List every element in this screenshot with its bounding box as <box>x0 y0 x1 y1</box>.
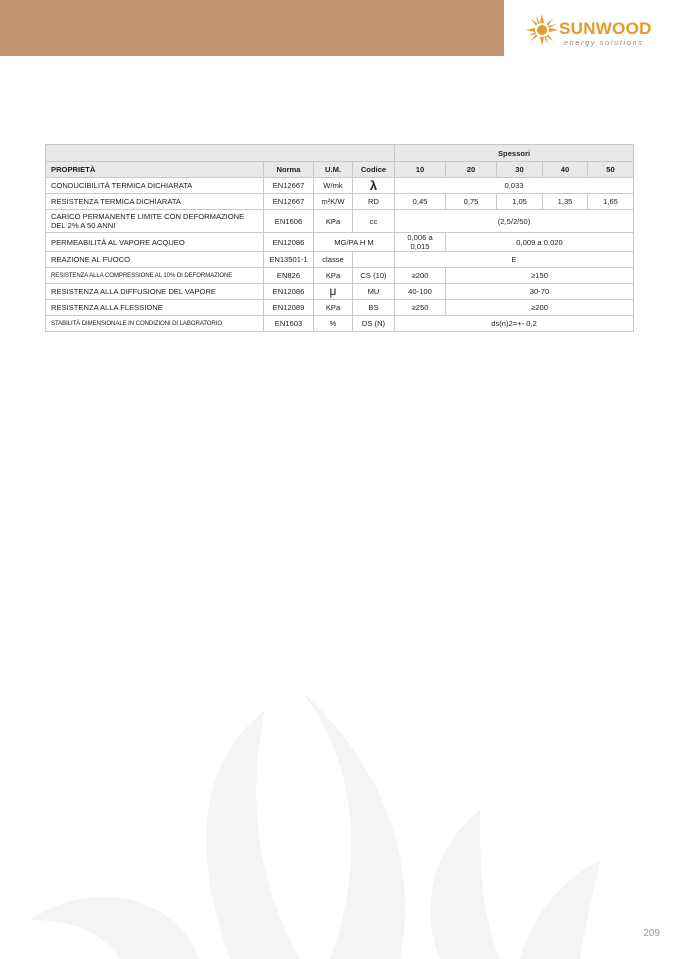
col-header-unit: U.M. <box>314 162 353 178</box>
row-value: 0,006 a 0,015 <box>395 233 446 252</box>
row-unit: KPa <box>314 268 353 284</box>
row-property-name: CARICO PERMANENTE LIMITE CON DEFORMAZIONE DEL 2% A 50 ANNI <box>46 210 264 233</box>
row-code <box>353 252 395 268</box>
row-value: 40-100 <box>395 284 446 300</box>
row-property-name: RESISTENZA TERMICA DICHIARATA <box>46 194 264 210</box>
group-header-spacer <box>46 145 395 162</box>
row-value: ds(n)2=+- 0,2 <box>395 316 634 332</box>
row-value: 0,009 a 0,020 <box>446 233 634 252</box>
table-row <box>46 178 634 194</box>
row-norm: EN12086 <box>264 233 314 252</box>
row-value: 0,45 <box>395 194 446 210</box>
table-row <box>46 316 634 332</box>
row-value: ≥200 <box>395 268 446 284</box>
row-norm: EN12086 <box>264 284 314 300</box>
row-value: 1,35 <box>543 194 588 210</box>
flame-watermark <box>0 690 678 959</box>
table-row <box>46 194 634 210</box>
row-property-name: RESISTENZA ALLA COMPRESSIONE AL 10% DI DEFORMAZIONE <box>46 268 264 284</box>
thickness-group-header: Spessori <box>395 145 634 162</box>
row-unit: % <box>314 316 353 332</box>
row-norm: EN12667 <box>264 178 314 194</box>
col-header-thickness: 10 <box>395 162 446 178</box>
col-header-code: Codice <box>353 162 395 178</box>
col-header-thickness: 20 <box>446 162 497 178</box>
row-unit-code: MG/PA H M <box>314 233 395 252</box>
row-value: 30-70 <box>446 284 634 300</box>
mu-symbol: μ <box>314 284 353 300</box>
row-code: BS <box>353 300 395 316</box>
col-header-norm: Norma <box>264 162 314 178</box>
lambda-symbol: λ <box>353 178 395 194</box>
table-row <box>46 233 634 252</box>
brand-name: SUNWOOD <box>559 19 652 38</box>
table-row <box>46 284 634 300</box>
row-unit: classe <box>314 252 353 268</box>
table-row <box>46 268 634 284</box>
table-header-row <box>46 162 634 178</box>
row-value: E <box>395 252 634 268</box>
row-code: CS (10) <box>353 268 395 284</box>
row-code: MU <box>353 284 395 300</box>
table-row <box>46 252 634 268</box>
brand-tagline: energy solutions <box>564 38 644 47</box>
row-code: cc <box>353 210 395 233</box>
sunwood-logo <box>526 14 661 50</box>
row-value: ≥200 <box>446 300 634 316</box>
col-header-thickness: 30 <box>497 162 543 178</box>
row-property-name: RESISTENZA ALLA FLESSIONE <box>46 300 264 316</box>
row-unit: KPa <box>314 300 353 316</box>
row-property-name: RESISTENZA ALLA DIFFUSIONE DEL VAPORE <box>46 284 264 300</box>
table-row <box>46 300 634 316</box>
row-unit: m²K/W <box>314 194 353 210</box>
row-value: (2,5/2/50) <box>395 210 634 233</box>
row-norm: EN826 <box>264 268 314 284</box>
row-norm: EN12667 <box>264 194 314 210</box>
page-number: 209 <box>643 928 660 939</box>
row-norm: EN1606 <box>264 210 314 233</box>
row-value: 1,05 <box>497 194 543 210</box>
sun-logo-icon <box>526 14 558 46</box>
table-row <box>46 210 634 233</box>
row-unit: W/mk <box>314 178 353 194</box>
col-header-property: PROPRIETÀ <box>46 162 264 178</box>
properties-table <box>45 144 634 332</box>
row-property-name: STABILITÀ DIMENSIONALE IN CONDIZIONI DI LABORATORIO <box>46 316 264 332</box>
table-group-header-row <box>46 145 634 162</box>
row-property-name: REAZIONE AL FUOCO <box>46 252 264 268</box>
row-value: ≥150 <box>446 268 634 284</box>
row-property-name: PERMEABILITÀ AL VAPORE ACQUEO <box>46 233 264 252</box>
col-header-thickness: 40 <box>543 162 588 178</box>
row-value: ≥250 <box>395 300 446 316</box>
row-value: 0,033 <box>395 178 634 194</box>
row-unit: KPa <box>314 210 353 233</box>
row-value: 1,65 <box>588 194 634 210</box>
row-norm: EN13501-1 <box>264 252 314 268</box>
row-property-name: CONDUCIBILITÀ TERMICA DICHIARATA <box>46 178 264 194</box>
row-code: DS (N) <box>353 316 395 332</box>
row-norm: EN12089 <box>264 300 314 316</box>
row-value: 0,75 <box>446 194 497 210</box>
row-code: RD <box>353 194 395 210</box>
header-band <box>0 0 504 56</box>
col-header-thickness: 50 <box>588 162 634 178</box>
row-norm: EN1603 <box>264 316 314 332</box>
